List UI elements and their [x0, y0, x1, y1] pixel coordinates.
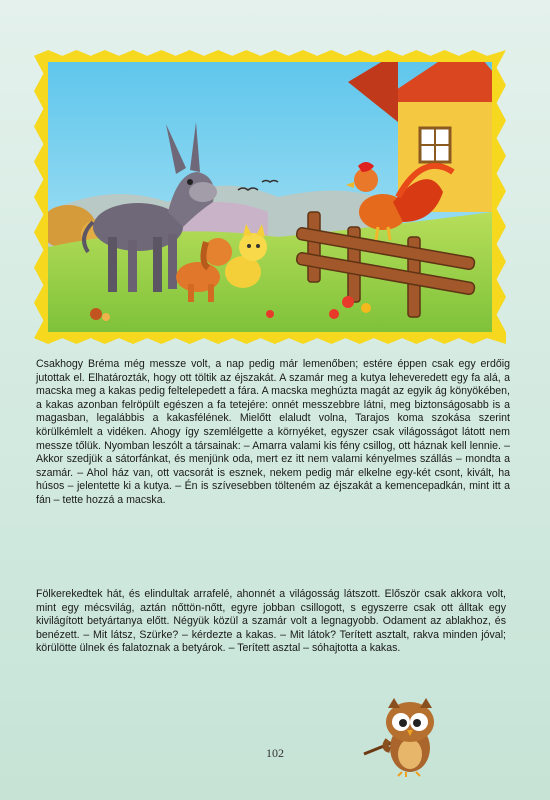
- owl-illustration: [360, 690, 450, 780]
- illustration: [48, 62, 492, 332]
- story-paragraph: Csakhogy Bréma még messze volt, a nap pedig már lemenőben; estére éppen csak egy erdőig jutottak el. Elhatározták, hogy ott töltik az éjszakát. A szamár meg a kutya leheveredett egy fa alá, a macska meg a kakas pedig feltelepedett a fára. A macska meghúzta magát az egyik ág könyökében, a kakas azonban felröpült egészen a fa tetejére: onnét messzebbre látni, meg biztonságosabb is a magasban, legalábbis a kakasfélének. Mielőtt elaludt volna, Tarajos koma szokása szerint körülkémlelt a vidéken. Ahogy így szemlélgette a környéket, egyszer csak világosságot látott nem messze tőlük. Nyomban leszólt a társainak: – Amarra valami kis fény csillog, ott háznak kell lennie. – Akkor szedjük a sátorfánkat, és menjünk oda, mert ez itt nem valami kényelmes szállás – mondta a szamár. – Ahol ház van, ott vacsorát is esznek, nekem pedig már elkelne egy-két csont, kivált, ha húsos – jelentette ki a kutya. – Én is szívesebben tölteném az éjszakát a kemencepadkán, mint itt a fán – tette hozzá a macska.: [36, 358, 510, 506]
- story-paragraph: Fölkerekedtek hát, és elindultak arrafelé, ahonnét a világosság látszott. Először csak akkora volt, mint egy mécsvilág, aztán nőttön-nőtt, egyre jobban csillogott, s egyszerre csak ott álltak egy kivilágított betyártanya előtt. Négyük közül a szamár volt a legnagyobb. Odament az ablakhoz, és benézett. – Mit látsz, Szürke? – kérdezte a kakas. – Mit látok? Terített asztalt, rakva minden jóval; körülötte ülnek és falatoznak a betyárok. – Terített asztal – sóhajtotta a kakas.: [36, 588, 506, 655]
- page-number: 102: [266, 746, 284, 760]
